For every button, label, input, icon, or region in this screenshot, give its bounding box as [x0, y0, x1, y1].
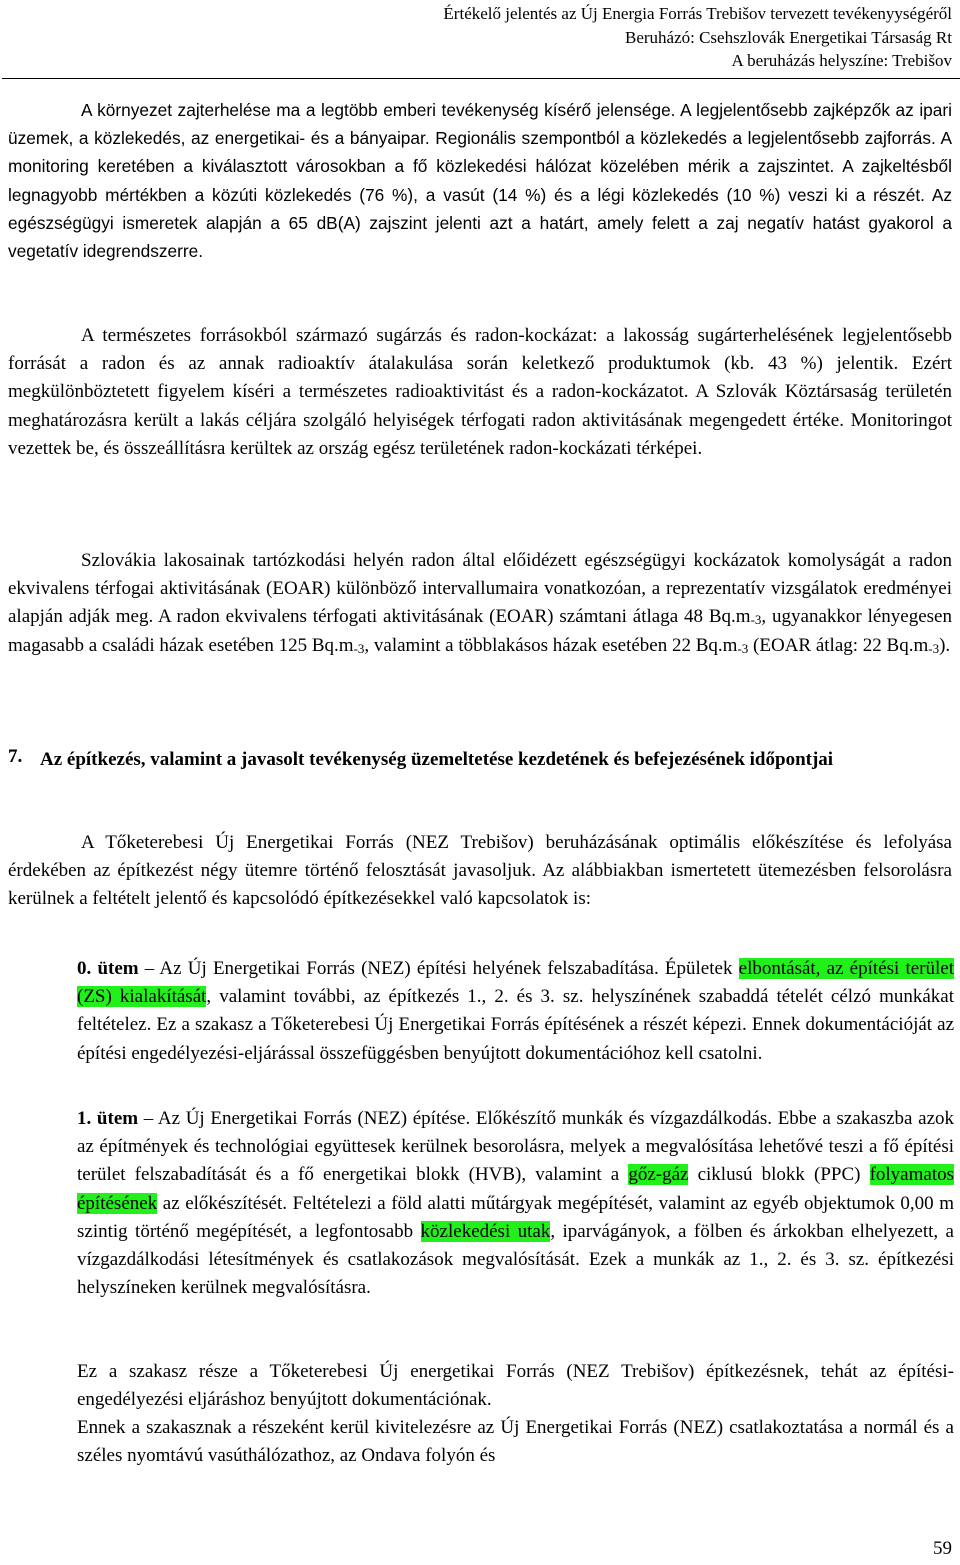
stage-1-text-3: az előkészítését. Feltételezi a föld alatti műtárgyak megépítését, valamint az egyéb objektumok 0,00 m szintig történő megépítését, a legfontosabb [77, 1192, 954, 1242]
page-number: 59 [933, 1538, 952, 1559]
radon-unit-exponent-1: -3 [750, 612, 762, 628]
section-title: Az építkezés, valamint a javasolt tevékenység üzemeltetése kezdetének és befejezésének időpontjai [40, 749, 834, 770]
paragraph-rail-connection: Ennek a szakasznak a részeként kerül kivitelezésre az Új Energetikai Forrás (NEZ) csatlakoztatása a normál és a széles nyomtávú vasúthálózathoz, az Ondava folyón és [77, 1417, 954, 1467]
paragraph-noise: A környezet zajterhelése ma a legtöbb emberi tevékenység kísérő jelensége. A legjelentősebb zajképzők az ipari üzemek, a közlekedés, az energetikai- és a bányaipar. Regionális szempontból a közlekedés a legjelentősebb zajforrás. A monitoring keretében a kiválasztott városokban a fő közlekedési hálózat közelében mérik a zajszintet. A zajkeltésből legnagyobb mértékben a közúti közlekedés (76 %), a vasút (14 %) és a légi közlekedés (10 %) veszi ki a részét. Az egészségügyi ismeretek alapján a 65 dB(A) zajszint jelenti azt a határt, amely felett a zaj negatív hatást gyakorol a vegetatív idegrendszerre. [8, 100, 952, 262]
stage-1-highlight-3: közlekedési utak [420, 1220, 551, 1242]
stage-0-highlight: elbontását, az építési terület (ZS) kialakítását [77, 958, 954, 1008]
stage-1-label: 1. ütem [77, 1108, 139, 1129]
radon-unit-exponent-4: -3 [928, 640, 940, 656]
radon-text-4: (EOAR átlag: 22 Bq.m [748, 634, 929, 656]
radon-text-5: ). [939, 634, 951, 656]
radon-text-3: , valamint a többlakásos házak esetében 22 Bq.m [364, 634, 738, 656]
header-location: A beruházás helyszíne: Trebišov [731, 51, 952, 70]
header-divider [2, 78, 960, 79]
paragraph-radiation: A természetes forrásokból származó sugárzás és radon-kockázat: a lakosság sugárterhelésének legjelentősebb forrását a radon és az annak radioaktív átalakulása során keletkező produktumok (kb. 43 %) jelentik. Ezért megkülönböztetett figyelem kíséri a természetes radioaktivitást és a radon-kockázatot. A Szlovák Köztársaság területén meghatározásra került a lakás céljára szolgáló helyiségek térfogati radon aktivitásának megengedett értéke. Monitoringot vezettek be, és összeállításra kerültek az ország egész területének radon-kockázati térképei. [8, 325, 952, 459]
stage-1-text-2: ciklusú blokk (PPC) [688, 1164, 870, 1186]
stage-0-text-2: , valamint további, az építkezés 1., 2. és 3. sz. helyszínének szabaddá tételét célzó munkákat feltételez. Ez a szakasz a Tőketerebesi Új Energetikai Forrás építésének a részét képezi. Ennek dokumentációját az építési engedélyezési-eljárással összefüggésben benyújtott dokumentációhoz kell csatolni. [77, 986, 954, 1064]
stage-1-highlight-1: gőz-gáz [628, 1164, 689, 1186]
stage-0-text-1: – Az Új Energetikai Forrás (NEZ) építési helyének felszabadítása. Épületek [138, 958, 739, 979]
stage-1-highlight-2: folyamatos építésének [77, 1164, 954, 1214]
radon-text-1: Szlovákia lakosainak tartózkodási helyén radon által előidézett egészségügyi kockázatok komolyságát a radon ekvivalens térfogai aktivitásának (EOAR) különböző intervallumaira vonatkozóan, a reprezentatív vizsgálatok eredményei alapján adják meg. A radon ekvivalens térfogati aktivitásának (EOAR) számtani átlaga 48 Bq.m [8, 550, 952, 628]
stage-0-item [77, 955, 954, 1068]
radon-text-2: , ugyanakkor lényegesen magasabb a családi házak esetében 125 Bq.m [8, 606, 952, 656]
stage-1-text-1: – Az Új Energetikai Forrás (NEZ) építése. Előkészítő munkák és vízgazdálkodás. Ebbe a szakaszba azok az építmények és technológiai együttesek kerülnek besorolásra, melyek a megvalósítása lehetővé teszi a fő építési terület felszabadítását és a fő energetikai blokk (HVB), valamint a [77, 1108, 954, 1186]
paragraph-schedule-intro: A Tőketerebesi Új Energetikai Forrás (NEZ Trebišov) beruházásának optimális előkészítése és lefolyása érdekében az építkezést négy ütemre történő felosztását javasoljuk. Az alábbiakban ismertetett ütemezésben felsorolásra kerülnek a feltételt jelentő és kapcsolódó építkezésekkel való kapcsolatok is: [8, 832, 952, 910]
stage-1-text-4: , iparvágányok, a fölben és árkokban elhelyezett, a vízgazdálkodási létesítmények és csatlakozások megvalósítását. Ezek a munkák az 1., 2. és 3. sz. építkezési helyszíneken kerülnek megvalósításra. [77, 1220, 954, 1299]
section-number: 7. [8, 746, 23, 767]
stage-1-item [77, 1105, 954, 1302]
stage-0-label: 0. ütem [77, 958, 139, 979]
header-report-title: Értékelő jelentés az Új Energia Forrás Trebišov tervezett tevékenyységéről [443, 4, 952, 23]
radon-unit-exponent-2: -3 [353, 640, 365, 656]
paragraph-stage-1-scope: Ez a szakasz része a Tőketerebesi Új energetikai Forrás (NEZ Trebišov) építkezésnek, tehát az építési-engedélyezési eljáráshoz benyújtott dokumentációnak. [77, 1361, 954, 1411]
radon-unit-exponent-3: -3 [737, 640, 749, 656]
page-header [443, 2, 952, 73]
header-investor: Beruházó: Csehszlovák Energetikai Társaság Rt [624, 27, 952, 47]
paragraph-radon [8, 547, 952, 660]
